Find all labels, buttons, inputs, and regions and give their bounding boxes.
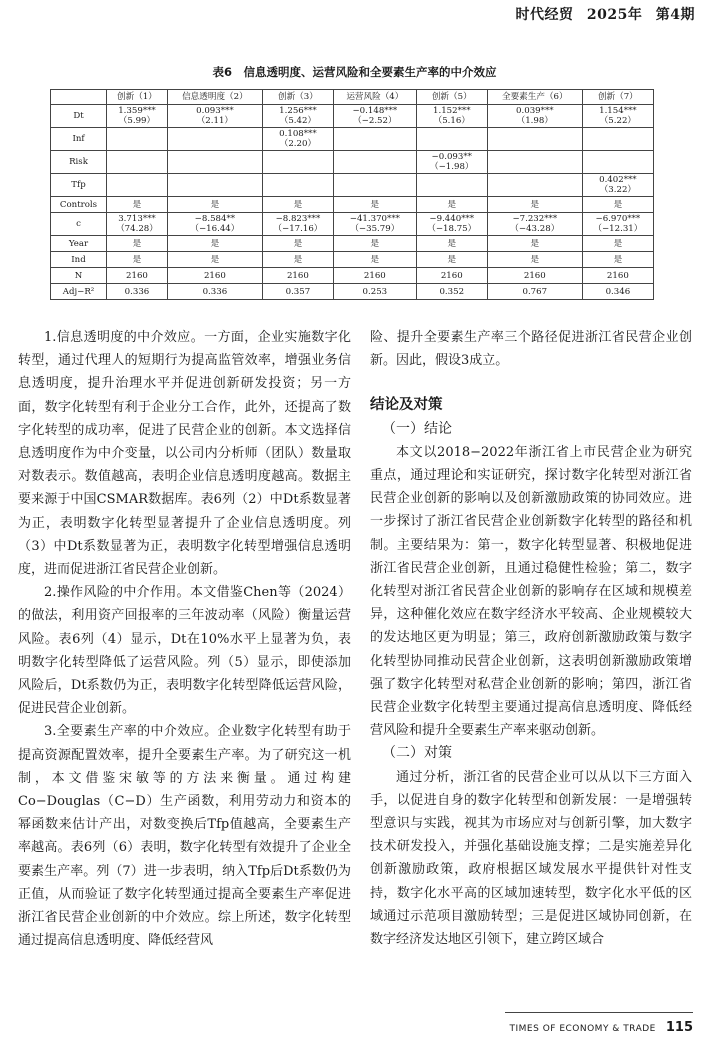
row-label: Inf — [51, 128, 107, 151]
table-cell — [262, 268, 333, 284]
cell-value: −9.440*** — [429, 214, 475, 224]
table-cell — [582, 128, 653, 151]
cell-value: 是 — [210, 238, 220, 249]
table-cell — [582, 252, 653, 268]
table-cell — [334, 252, 417, 268]
page-footer — [510, 1016, 693, 1035]
table-cell — [487, 268, 582, 284]
cell-value: 2160 — [126, 270, 148, 281]
table-cell — [334, 268, 417, 284]
table-cell — [416, 236, 487, 252]
cell-value: 0.093*** — [196, 106, 234, 116]
cell-tstat: （5.22） — [599, 116, 637, 126]
cell-value: 2160 — [606, 270, 629, 281]
table-cell — [107, 213, 168, 236]
table-cell — [582, 284, 653, 300]
table-cell — [334, 105, 417, 128]
table-row — [51, 213, 654, 236]
cell-value: 1.256*** — [279, 106, 317, 116]
table-cell — [487, 174, 582, 197]
cell-value: 0.352 — [439, 286, 465, 297]
cell-value: 1.152*** — [433, 106, 471, 116]
table-cell — [582, 105, 653, 128]
cell-tstat: （5.42） — [279, 116, 317, 126]
table-cell — [416, 284, 487, 300]
cell-value: 2160 — [440, 270, 463, 281]
paragraph-continuation: 险、提升全要素生产率三个路径促进浙江省民营企业创新。因此，假设3成立。 — [370, 330, 692, 369]
table-cell — [167, 252, 262, 268]
table-cell — [262, 197, 333, 213]
cell-tstat: （74.28） — [116, 224, 158, 234]
table-cell — [334, 197, 417, 213]
table-cell — [262, 105, 333, 128]
cell-tstat: （1.98） — [516, 116, 553, 126]
table-cell — [487, 252, 582, 268]
row-label: Ind — [51, 252, 107, 268]
table-cell — [167, 268, 262, 284]
table-cell — [334, 174, 417, 197]
cell-value: 是 — [447, 238, 457, 249]
footer-rule — [505, 1012, 693, 1013]
right-column — [370, 326, 692, 951]
paragraph: 本文以2018−2022年浙江省上市民营企业为研究重点，通过理论和实证研究，探讨数字化转型对浙江省民营企业创新的影响以及创新激励政策的协同效应。进一步探讨了浙江省民营企业创新数字化转型的路径和机制。主要结果为：第一，数字化转型显著、积极地促进浙江省民营企业创新，且通过稳健性检验；第二，数字化转型对浙江省民营企业创新的影响存在区域和规模差异，这种催化效应在数字经济水平较高、企业规模较大的发达地区更为明显；第三，政府创新激励政策与数字化转型协同推动民营企业创新，这表明创新激励政策增强了数字化转型对私营企业创新的影响；第四，浙江省民营企业数字化转型主要通过提高信息透明度、降低经营风险和提升全要素生产率来驱动创新。 — [370, 444, 692, 739]
cell-value: 0.357 — [285, 286, 311, 297]
cell-value: 0.108*** — [279, 129, 317, 139]
journal-name: 时代经贸 — [515, 7, 574, 23]
cell-value: −6.970*** — [595, 214, 641, 224]
footer-journal: TIMES OF ECONOMY & TRADE — [509, 1024, 656, 1034]
cell-value: 1.359*** — [118, 106, 156, 116]
table-cell — [107, 197, 168, 213]
cell-value: 3.713*** — [118, 214, 156, 224]
table-cell — [416, 128, 487, 151]
table-cell — [107, 105, 168, 128]
table-cell — [334, 151, 417, 174]
cell-value: 是 — [370, 199, 380, 210]
table-cell — [167, 128, 262, 151]
table-cell — [262, 236, 333, 252]
cell-value: 2160 — [286, 270, 309, 281]
table-row — [51, 268, 654, 284]
table-row — [51, 105, 654, 128]
running-header — [508, 4, 695, 24]
cell-value: −8.584** — [194, 214, 236, 224]
column-header: 创新（7） — [582, 90, 653, 105]
table-cell — [334, 128, 417, 151]
table-row — [51, 284, 654, 300]
table-cell — [416, 105, 487, 128]
cell-value: 0.767 — [522, 286, 548, 297]
cell-value: 2160 — [363, 270, 386, 281]
cell-value: −8.823*** — [275, 214, 321, 224]
table-row — [51, 252, 654, 268]
cell-value: −7.232*** — [512, 214, 558, 224]
cell-tstat: （5.16） — [433, 116, 470, 126]
cell-value: 2160 — [203, 270, 226, 281]
subsection-conclusion: （一）结论 — [382, 420, 452, 437]
cell-tstat: （−35.79） — [350, 224, 400, 234]
cell-value: 是 — [613, 254, 623, 265]
table-caption: 表6 信息透明度、运营风险和全要素生产率的中介效应 — [212, 65, 497, 79]
cell-tstat: （−17.16） — [273, 224, 323, 234]
table-cell — [107, 252, 168, 268]
cell-value: −0.093** — [431, 152, 472, 162]
table-cell — [262, 213, 333, 236]
cell-value: 是 — [613, 238, 623, 249]
cell-value: 2160 — [523, 270, 546, 281]
paragraph: 通过分析，浙江省的民营企业可以从以下三方面入手，以促进自身的数字化转型和创新发展：一是增强转型意识与实践，视其为市场应对与创新引擎，加大数字技术研发投入，并强化基础设施支撑；二是实施差异化创新激励政策，政府根据区域发展水平提供针对性支持，数字化水平高的区域加速转型，数字化水平低的区域通过示范项目激励转型；三是促进区域协同创新，在数字经济发达地区引领下，建立跨区域合 — [370, 769, 692, 948]
table-row — [51, 151, 654, 174]
table-row — [51, 197, 654, 213]
table-cell — [262, 284, 333, 300]
table-cell — [334, 284, 417, 300]
cell-tstat: （5.99） — [118, 116, 156, 126]
cell-value: 是 — [613, 199, 623, 210]
table-header-row — [51, 90, 654, 105]
table-cell — [487, 197, 582, 213]
table-cell — [416, 174, 487, 197]
section-title: 结论及对策 — [370, 397, 443, 414]
cell-value: 是 — [132, 254, 142, 265]
table-cell — [416, 252, 487, 268]
table-cell — [167, 151, 262, 174]
paragraph: 3.全要素生产率的中介效应。企业数字化转型有助于提高资源配置效率，提升全要素生产率。为了研究这一机制，本文借鉴宋敏等的方法来衡量。通过构建Co−Douglas（C−D）生产函数，利用劳动力和资本的幂函数来估计产出，对数变换后Tfp值越高，全要素生产率越高。表6列（6）表明，数字化转型有效提升了企业全要素生产率。列（7）进一步表明，纳入Tfp后Dt系数仍为正值，从而验证了数字化转型通过提高全要素生产率促进浙江省民营企业创新的中介效应。综上所述，数字化转型通过提高信息透明度、降低经营风 — [18, 724, 351, 949]
cell-value: 0.039*** — [516, 106, 554, 116]
row-label: N — [51, 268, 107, 284]
table-cell — [167, 236, 262, 252]
cell-value: 是 — [132, 238, 142, 249]
mediation-table — [50, 89, 654, 300]
cell-value: −41.370*** — [349, 214, 400, 224]
table-row — [51, 128, 654, 151]
row-label: c — [51, 213, 107, 236]
cell-tstat: （−43.28） — [510, 224, 560, 234]
table-cell — [167, 213, 262, 236]
column-header: 全要素生产（6） — [487, 90, 582, 105]
row-label: Controls — [51, 197, 107, 213]
table-cell — [582, 268, 653, 284]
cell-value: 0.336 — [124, 286, 150, 297]
table-cell — [487, 151, 582, 174]
cell-tstat: （2.11） — [196, 116, 234, 126]
cell-value: 是 — [210, 254, 220, 265]
cell-value: 是 — [293, 238, 303, 249]
table-cell — [262, 128, 333, 151]
cell-tstat: （2.20） — [279, 139, 317, 149]
row-label: Dt — [51, 105, 107, 128]
table-cell — [167, 105, 262, 128]
cell-value: 是 — [293, 254, 303, 265]
table-row — [51, 174, 654, 197]
paragraph: 2.操作风险的中介作用。本文借鉴Chen等（2024）的做法，利用资产回报率的三年波动率（风险）衡量运营风险。表6列（4）显示，Dt在10%水平上显著为负，表明数字化转型降低了运营风险。列（5）显示，即使添加风险后，Dt系数仍为正，表明数字化转型降低运营风险，促进民营企业创新。 — [18, 585, 351, 717]
cell-value: 是 — [447, 254, 457, 265]
table-cell — [487, 284, 582, 300]
table-cell — [416, 197, 487, 213]
table-cell — [167, 197, 262, 213]
cell-value: 0.402*** — [599, 175, 637, 185]
cell-value: 0.346 — [605, 286, 631, 297]
table-cell — [107, 236, 168, 252]
cell-tstat: （−2.52） — [353, 116, 397, 126]
table-cell — [582, 174, 653, 197]
cell-value: 1.154*** — [599, 106, 637, 116]
table-cell — [262, 151, 333, 174]
header-corner — [51, 90, 107, 105]
column-header: 创新（3） — [262, 90, 333, 105]
cell-tstat: （−12.31） — [593, 224, 643, 234]
table-cell — [107, 268, 168, 284]
table-cell — [262, 252, 333, 268]
table-cell — [487, 105, 582, 128]
table-cell — [487, 213, 582, 236]
issue-year: 2025年 — [586, 7, 643, 23]
paragraph: 1.信息透明度的中介效应。一方面，企业实施数字化转型，通过代理人的短期行为提高监管效率，增强业务信息透明度，提升治理水平并促进创新研发投资；另一方面，数字化转型有利于企业分工合作，此外，还提高了数字化转型的成功率，促进了民营企业的创新。本文选择信息透明度作为中介变量，以公司内分析师（团队）数量取对数表示。数值越高，表明企业信息透明度越高。数据主要来源于中国CSMAR数据库。表6列（2）中Dt系数显著为正，表明数字化转型显著提升了企业信息透明度。列（3）中Dt系数显著为正，表明数字化转型增强信息透明度，进而促进浙江省民营企业创新。 — [18, 330, 351, 578]
row-label: Year — [51, 236, 107, 252]
cell-tstat: （−16.44） — [190, 224, 240, 234]
cell-value: 是 — [370, 238, 380, 249]
table-cell — [582, 213, 653, 236]
cell-value: 是 — [293, 199, 303, 210]
table-cell — [107, 174, 168, 197]
cell-tstat: （−1.98） — [429, 162, 474, 172]
left-column — [18, 326, 351, 952]
column-header: 运营风险（4） — [334, 90, 417, 105]
table-cell — [487, 128, 582, 151]
cell-value: 是 — [370, 254, 380, 265]
cell-value: 0.253 — [362, 286, 388, 297]
cell-value: 是 — [530, 199, 540, 210]
cell-value: 是 — [210, 199, 220, 210]
table-cell — [107, 151, 168, 174]
table-cell — [334, 236, 417, 252]
column-header: 创新（5） — [416, 90, 487, 105]
column-header: 信息透明度（2） — [167, 90, 262, 105]
cell-tstat: （3.22） — [599, 185, 637, 195]
cell-value: 0.336 — [202, 286, 228, 297]
table-cell — [582, 197, 653, 213]
row-label: Risk — [51, 151, 107, 174]
cell-value: 是 — [132, 199, 142, 210]
table-cell — [416, 268, 487, 284]
table-cell — [167, 174, 262, 197]
issue-number: 第4期 — [655, 7, 695, 23]
table-cell — [334, 213, 417, 236]
cell-tstat: （−18.75） — [427, 224, 477, 234]
cell-value: 是 — [530, 254, 540, 265]
table-cell — [107, 284, 168, 300]
cell-value: 是 — [530, 238, 540, 249]
column-header: 创新（1） — [107, 90, 168, 105]
cell-value: 是 — [447, 199, 457, 210]
table-cell — [487, 236, 582, 252]
row-label: Tfp — [51, 174, 107, 197]
table-cell — [262, 174, 333, 197]
table-cell — [107, 128, 168, 151]
table-cell — [582, 151, 653, 174]
table-cell — [582, 236, 653, 252]
cell-value: −0.148*** — [352, 106, 398, 116]
table-cell — [416, 151, 487, 174]
table-cell — [167, 284, 262, 300]
subsection-countermeasures: （二）对策 — [382, 745, 452, 762]
page-number: 115 — [665, 1020, 693, 1035]
row-label: Adj−R² — [51, 284, 107, 300]
table-cell — [416, 213, 487, 236]
table-row — [51, 236, 654, 252]
